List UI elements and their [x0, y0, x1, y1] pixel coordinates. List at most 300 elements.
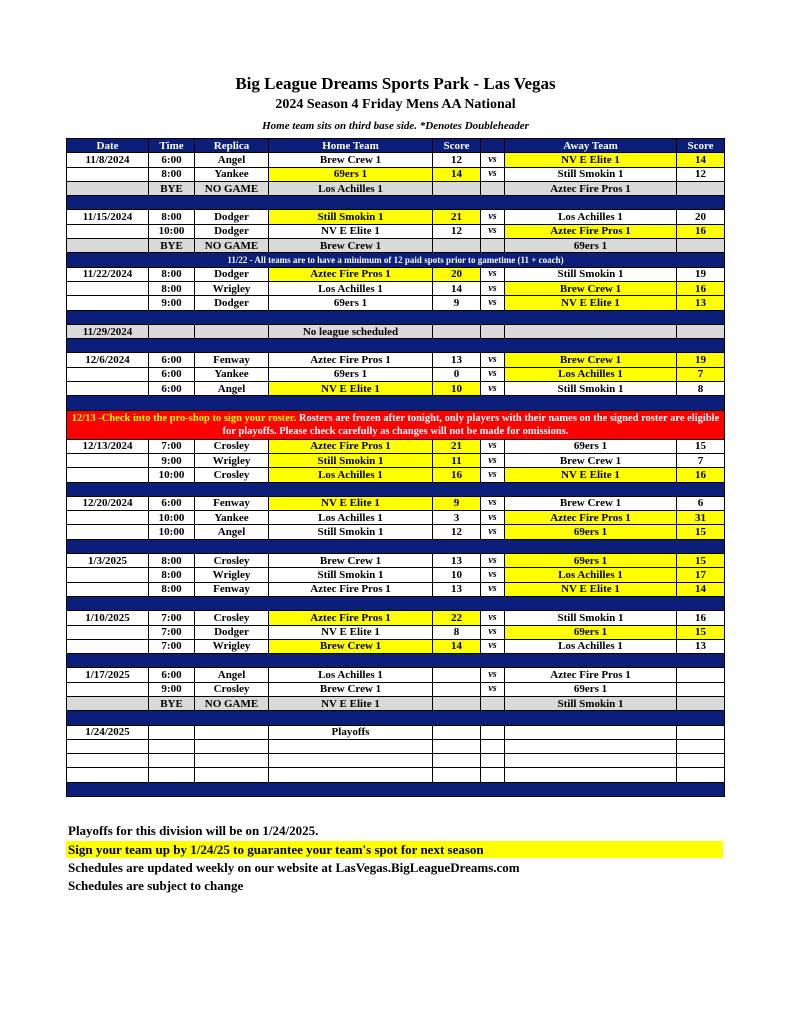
vs-label: vs [481, 353, 505, 367]
game-time: 8:00 [149, 568, 195, 582]
away-team: Still Smokin 1 [505, 267, 677, 281]
away-score [677, 725, 725, 739]
vs-label [481, 725, 505, 739]
home-team: Los Achilles 1 [269, 281, 433, 295]
game-row [67, 611, 725, 625]
home-team: Aztec Fire Pros 1 [269, 267, 433, 281]
vs-label: vs [481, 367, 505, 381]
game-row [67, 167, 725, 181]
week-separator [67, 539, 725, 553]
home-score [433, 668, 481, 682]
home-team: Brew Crew 1 [269, 682, 433, 696]
home-team: 69ers 1 [269, 296, 433, 310]
away-team: 69ers 1 [505, 554, 677, 568]
away-team: Los Achilles 1 [505, 568, 677, 582]
game-time: 6:00 [149, 382, 195, 396]
home-score: 13 [433, 353, 481, 367]
game-time: 8:00 [149, 267, 195, 281]
away-score: 6 [677, 496, 725, 510]
game-field: Crosley [195, 611, 269, 625]
game-field: Yankee [195, 167, 269, 181]
game-date [67, 181, 149, 195]
col-replica: Replica [195, 139, 269, 153]
home-score: 10 [433, 382, 481, 396]
game-field: Angel [195, 153, 269, 167]
home-score: 14 [433, 167, 481, 181]
game-row [67, 768, 725, 782]
away-score: 13 [677, 296, 725, 310]
separator-cell [67, 196, 725, 210]
game-field: Fenway [195, 496, 269, 510]
home-team: NV E Elite 1 [269, 382, 433, 396]
game-row [67, 725, 725, 739]
game-date [67, 625, 149, 639]
footer-website-note: Schedules are updated weekly on our website at LasVegas.BigLeagueDreams.com [68, 860, 520, 875]
game-date: 11/22/2024 [67, 267, 149, 281]
col-away-score: Score [677, 139, 725, 153]
home-score: 20 [433, 267, 481, 281]
game-time: 8:00 [149, 210, 195, 224]
game-row [67, 582, 725, 596]
game-time: 6:00 [149, 367, 195, 381]
game-date [67, 739, 149, 753]
col-home-team: Home Team [269, 139, 433, 153]
home-team: Los Achilles 1 [269, 668, 433, 682]
home-score [433, 239, 481, 253]
away-team: NV E Elite 1 [505, 468, 677, 482]
game-field: Angel [195, 525, 269, 539]
vs-label [481, 324, 505, 338]
game-date [67, 768, 149, 782]
home-team: Aztec Fire Pros 1 [269, 353, 433, 367]
game-field [195, 754, 269, 768]
vs-label: vs [481, 267, 505, 281]
game-time: 6:00 [149, 496, 195, 510]
separator-cell [67, 711, 725, 725]
bye-row [67, 324, 725, 338]
game-date: 1/10/2025 [67, 611, 149, 625]
game-time [149, 725, 195, 739]
vs-label [481, 181, 505, 195]
home-score [433, 754, 481, 768]
game-row [67, 639, 725, 653]
game-row [67, 210, 725, 224]
footer-change-note: Schedules are subject to change [68, 878, 244, 893]
away-score: 15 [677, 625, 725, 639]
bye-row [67, 239, 725, 253]
home-team: NV E Elite 1 [269, 696, 433, 710]
away-team [505, 754, 677, 768]
game-date [67, 367, 149, 381]
away-team [505, 768, 677, 782]
vs-label: vs [481, 568, 505, 582]
game-time: BYE [149, 696, 195, 710]
away-team: NV E Elite 1 [505, 296, 677, 310]
vs-label [481, 754, 505, 768]
home-score [433, 181, 481, 195]
away-score: 19 [677, 267, 725, 281]
away-team: Aztec Fire Pros 1 [505, 181, 677, 195]
home-team [269, 739, 433, 753]
separator-cell [67, 782, 725, 796]
week-separator [67, 396, 725, 410]
game-row [67, 682, 725, 696]
week-separator [67, 196, 725, 210]
separator-cell [67, 482, 725, 496]
home-score: 9 [433, 496, 481, 510]
game-date: 11/15/2024 [67, 210, 149, 224]
away-score: 16 [677, 224, 725, 238]
game-time: 8:00 [149, 281, 195, 295]
vs-label: vs [481, 639, 505, 653]
away-team: Still Smokin 1 [505, 167, 677, 181]
home-team: NV E Elite 1 [269, 496, 433, 510]
away-score [677, 668, 725, 682]
game-date: 12/6/2024 [67, 353, 149, 367]
home-team: NV E Elite 1 [269, 224, 433, 238]
game-date: 12/13/2024 [67, 439, 149, 453]
game-date [67, 754, 149, 768]
away-team [505, 725, 677, 739]
away-team: Los Achilles 1 [505, 210, 677, 224]
home-score: 12 [433, 224, 481, 238]
home-score: 0 [433, 367, 481, 381]
game-field: Angel [195, 668, 269, 682]
home-score: 16 [433, 468, 481, 482]
away-team: Los Achilles 1 [505, 367, 677, 381]
vs-label: vs [481, 511, 505, 525]
away-team: NV E Elite 1 [505, 153, 677, 167]
game-field: Dodger [195, 224, 269, 238]
game-field: Dodger [195, 625, 269, 639]
home-team: Playoffs [269, 725, 433, 739]
away-team [505, 324, 677, 338]
away-team: Aztec Fire Pros 1 [505, 224, 677, 238]
home-team: Los Achilles 1 [269, 181, 433, 195]
header-row [67, 139, 725, 153]
game-field [195, 324, 269, 338]
home-team: Aztec Fire Pros 1 [269, 582, 433, 596]
separator-cell [67, 539, 725, 553]
col-home-score: Score [433, 139, 481, 153]
game-field [195, 739, 269, 753]
vs-label [481, 239, 505, 253]
home-team: Still Smokin 1 [269, 525, 433, 539]
home-team: Brew Crew 1 [269, 639, 433, 653]
game-time: 10:00 [149, 468, 195, 482]
game-field: Dodger [195, 210, 269, 224]
home-score: 21 [433, 210, 481, 224]
game-time [149, 739, 195, 753]
game-row [67, 468, 725, 482]
home-team [269, 768, 433, 782]
home-score [433, 696, 481, 710]
week-separator [67, 482, 725, 496]
game-row [67, 668, 725, 682]
home-score: 8 [433, 625, 481, 639]
home-score: 3 [433, 511, 481, 525]
game-time: 10:00 [149, 525, 195, 539]
vs-label: vs [481, 682, 505, 696]
game-row [67, 439, 725, 453]
away-score: 16 [677, 468, 725, 482]
away-score: 15 [677, 439, 725, 453]
alert-lead: 12/13 -Check into the pro-shop to sign your roster. [71, 412, 297, 424]
page-note: Home team sits on third base side. *Denotes Doubleheader [262, 120, 529, 132]
away-team: Aztec Fire Pros 1 [505, 668, 677, 682]
col-vs [481, 139, 505, 153]
separator-cell [67, 339, 725, 353]
game-time: 9:00 [149, 453, 195, 467]
separator-cell [67, 596, 725, 610]
home-team: Aztec Fire Pros 1 [269, 611, 433, 625]
game-date [67, 525, 149, 539]
home-team: Los Achilles 1 [269, 511, 433, 525]
home-score: 11 [433, 453, 481, 467]
away-score [677, 696, 725, 710]
game-row [67, 568, 725, 582]
game-row [67, 353, 725, 367]
game-row [67, 754, 725, 768]
game-field [195, 768, 269, 782]
vs-label: vs [481, 210, 505, 224]
game-row [67, 739, 725, 753]
game-time [149, 754, 195, 768]
game-time: 9:00 [149, 296, 195, 310]
away-score [677, 754, 725, 768]
game-time: 7:00 [149, 611, 195, 625]
bye-row [67, 696, 725, 710]
away-team: Brew Crew 1 [505, 353, 677, 367]
away-team: Brew Crew 1 [505, 496, 677, 510]
away-score: 19 [677, 353, 725, 367]
vs-label: vs [481, 611, 505, 625]
vs-label: vs [481, 453, 505, 467]
away-team: Aztec Fire Pros 1 [505, 511, 677, 525]
game-time: 6:00 [149, 668, 195, 682]
home-score: 14 [433, 639, 481, 653]
game-row [67, 281, 725, 295]
game-time: 10:00 [149, 224, 195, 238]
game-date [67, 568, 149, 582]
week-separator [67, 711, 725, 725]
away-score: 7 [677, 453, 725, 467]
away-score: 12 [677, 167, 725, 181]
away-score [677, 239, 725, 253]
alert-text: Rosters are frozen after tonight, only players with their names on the signed roster are eligible for playoffs. Please check carefully as changes will not be made for omissions. [222, 412, 720, 437]
away-score: 14 [677, 153, 725, 167]
game-time: BYE [149, 181, 195, 195]
game-row [67, 153, 725, 167]
away-score [677, 768, 725, 782]
away-team: 69ers 1 [505, 239, 677, 253]
away-team: 69ers 1 [505, 439, 677, 453]
away-team: NV E Elite 1 [505, 582, 677, 596]
vs-label: vs [481, 281, 505, 295]
game-date [67, 468, 149, 482]
game-field: Crosley [195, 682, 269, 696]
vs-label: vs [481, 496, 505, 510]
home-team: 69ers 1 [269, 167, 433, 181]
game-field: Fenway [195, 582, 269, 596]
home-score: 10 [433, 568, 481, 582]
week-separator [67, 310, 725, 324]
game-field: Wrigley [195, 568, 269, 582]
away-team: Brew Crew 1 [505, 453, 677, 467]
game-time: 6:00 [149, 153, 195, 167]
game-date: 11/29/2024 [67, 324, 149, 338]
week-separator [67, 339, 725, 353]
vs-label: vs [481, 554, 505, 568]
game-field: Dodger [195, 267, 269, 281]
away-team: Still Smokin 1 [505, 611, 677, 625]
game-field: Crosley [195, 468, 269, 482]
game-time [149, 324, 195, 338]
away-team: Brew Crew 1 [505, 281, 677, 295]
away-score [677, 682, 725, 696]
vs-label: vs [481, 668, 505, 682]
home-score: 21 [433, 439, 481, 453]
home-score [433, 768, 481, 782]
away-score: 16 [677, 611, 725, 625]
game-date [67, 682, 149, 696]
vs-label [481, 768, 505, 782]
vs-label: vs [481, 582, 505, 596]
home-score: 12 [433, 153, 481, 167]
game-row [67, 224, 725, 238]
vs-label: vs [481, 296, 505, 310]
game-time: 7:00 [149, 639, 195, 653]
game-time: 9:00 [149, 682, 195, 696]
home-team: Brew Crew 1 [269, 239, 433, 253]
footer-playoffs-note: Playoffs for this division will be on 1/24/2025. [68, 823, 319, 838]
game-field: Yankee [195, 511, 269, 525]
game-field: Angel [195, 382, 269, 396]
home-score [433, 682, 481, 696]
away-score: 31 [677, 511, 725, 525]
away-score: 17 [677, 568, 725, 582]
game-date [67, 296, 149, 310]
game-row [67, 367, 725, 381]
game-date: 1/3/2025 [67, 554, 149, 568]
away-team: 69ers 1 [505, 682, 677, 696]
game-date [67, 281, 149, 295]
game-date: 11/8/2024 [67, 153, 149, 167]
separator-cell [67, 396, 725, 410]
away-score: 15 [677, 525, 725, 539]
away-score [677, 181, 725, 195]
vs-label [481, 739, 505, 753]
away-score [677, 739, 725, 753]
game-row [67, 525, 725, 539]
home-team: Brew Crew 1 [269, 554, 433, 568]
home-team [269, 754, 433, 768]
game-time: 8:00 [149, 167, 195, 181]
game-date [67, 639, 149, 653]
away-score: 8 [677, 382, 725, 396]
home-score: 12 [433, 525, 481, 539]
alert-cell [67, 410, 725, 439]
notice-text: 11/22 - All teams are to have a minimum of 12 paid spots prior to gametime (11 + coach) [67, 253, 725, 267]
bye-row [67, 181, 725, 195]
home-score: 13 [433, 582, 481, 596]
game-field: NO GAME [195, 239, 269, 253]
game-time: 6:00 [149, 353, 195, 367]
game-time: 7:00 [149, 439, 195, 453]
home-score: 9 [433, 296, 481, 310]
game-row [67, 453, 725, 467]
week-separator [67, 654, 725, 668]
home-team: Still Smokin 1 [269, 453, 433, 467]
game-date [67, 239, 149, 253]
game-field [195, 725, 269, 739]
game-date [67, 167, 149, 181]
vs-label [481, 696, 505, 710]
col-away-team: Away Team [505, 139, 677, 153]
away-team: 69ers 1 [505, 625, 677, 639]
page-title: Big League Dreams Sports Park - Las Vegas [235, 74, 556, 93]
vs-label: vs [481, 153, 505, 167]
home-team: Los Achilles 1 [269, 468, 433, 482]
away-score: 16 [677, 281, 725, 295]
week-separator [67, 596, 725, 610]
vs-label: vs [481, 625, 505, 639]
schedule-table [66, 138, 725, 797]
game-date [67, 453, 149, 467]
game-field: Wrigley [195, 281, 269, 295]
home-team: Still Smokin 1 [269, 568, 433, 582]
game-row [67, 496, 725, 510]
footer-signup-note: Sign your team up by 1/24/25 to guarantee your team's spot for next season [66, 841, 723, 858]
vs-label: vs [481, 439, 505, 453]
game-field: Crosley [195, 439, 269, 453]
game-field: Fenway [195, 353, 269, 367]
game-field: Dodger [195, 296, 269, 310]
away-team: Los Achilles 1 [505, 639, 677, 653]
game-field: Wrigley [195, 453, 269, 467]
away-score: 20 [677, 210, 725, 224]
game-field: NO GAME [195, 696, 269, 710]
vs-label: vs [481, 525, 505, 539]
away-team: 69ers 1 [505, 525, 677, 539]
separator-cell [67, 310, 725, 324]
away-team: Still Smokin 1 [505, 382, 677, 396]
game-date: 1/17/2025 [67, 668, 149, 682]
game-field: Wrigley [195, 639, 269, 653]
game-time: 10:00 [149, 511, 195, 525]
home-team: NV E Elite 1 [269, 625, 433, 639]
home-team: Still Smokin 1 [269, 210, 433, 224]
home-team: 69ers 1 [269, 367, 433, 381]
week-separator [67, 782, 725, 796]
notice-banner [67, 253, 725, 267]
away-team: Still Smokin 1 [505, 696, 677, 710]
game-date [67, 224, 149, 238]
game-date [67, 582, 149, 596]
game-time [149, 768, 195, 782]
vs-label: vs [481, 382, 505, 396]
vs-label: vs [481, 468, 505, 482]
game-time: 8:00 [149, 582, 195, 596]
home-score [433, 739, 481, 753]
home-score [433, 324, 481, 338]
game-field: Yankee [195, 367, 269, 381]
game-date [67, 511, 149, 525]
game-row [67, 296, 725, 310]
game-row [67, 511, 725, 525]
away-score [677, 324, 725, 338]
game-date: 12/20/2024 [67, 496, 149, 510]
